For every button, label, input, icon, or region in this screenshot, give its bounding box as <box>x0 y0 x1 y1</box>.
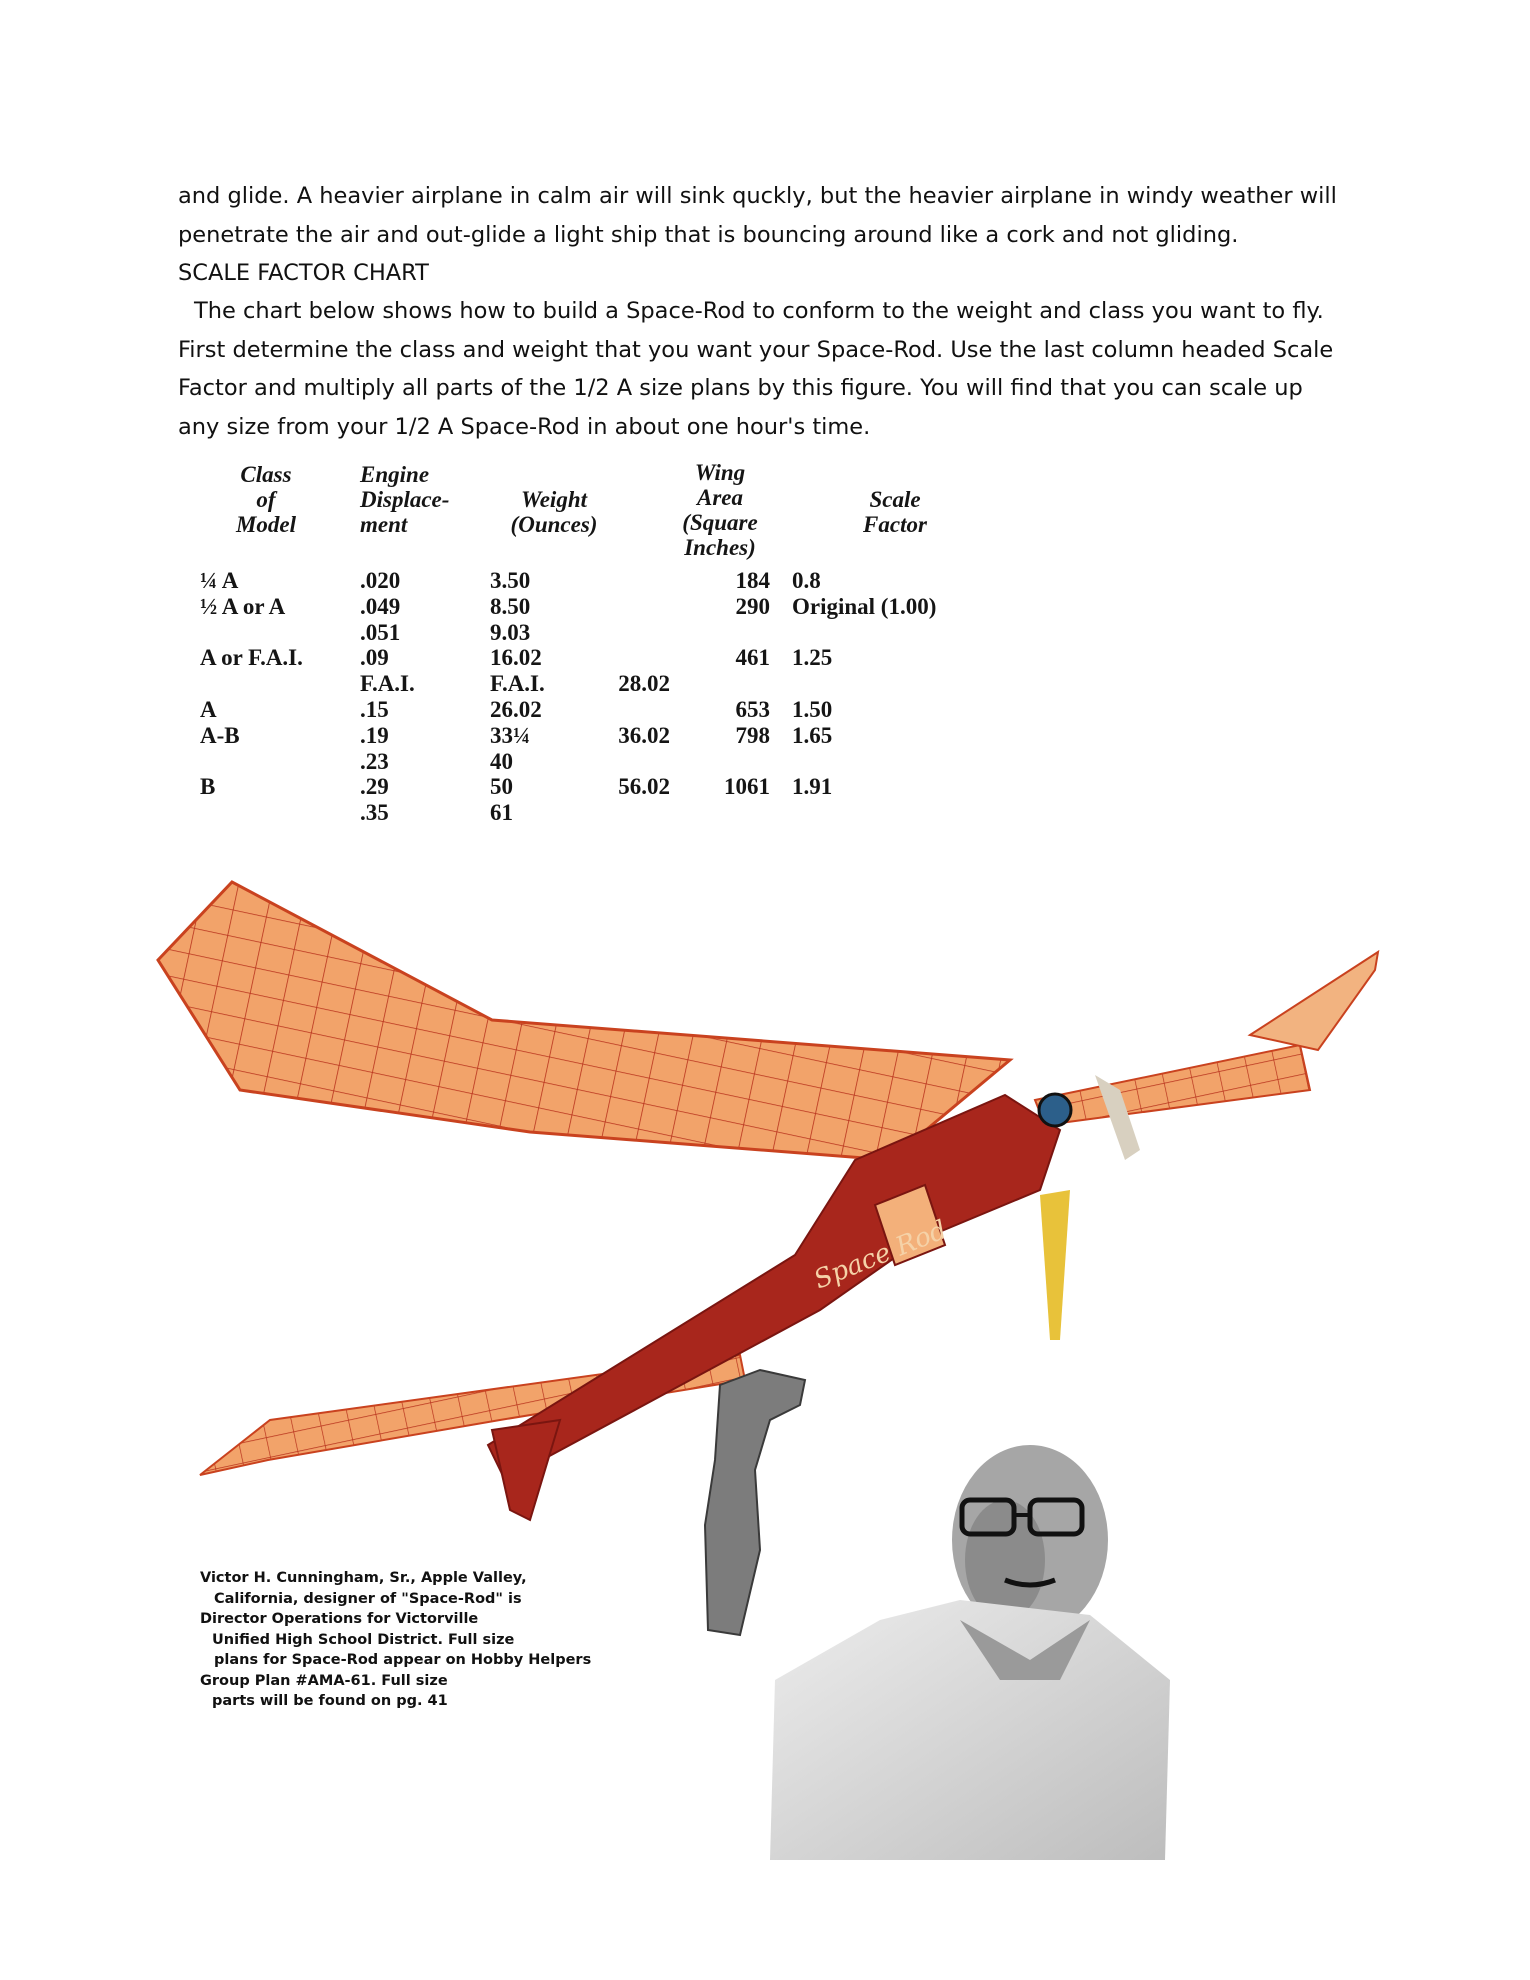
table-cell-wt: 40 <box>490 748 513 774</box>
header-scale-factor: Scale Factor <box>863 487 927 537</box>
table-cell-cls: A-B <box>200 722 240 748</box>
table-cell-area: 1061 <box>724 774 770 800</box>
nose-lettering: Space Rod <box>809 1215 952 1296</box>
table-cell-eng: .051 <box>360 619 401 645</box>
table-cell-eng: .19 <box>360 722 389 748</box>
table-cell-fai: 28.02 <box>618 671 670 697</box>
table-cell-cls: B <box>200 774 216 800</box>
header-weight: Weight (Ounces) <box>510 487 598 537</box>
caption-line: Unified High School District. Full size <box>212 1631 515 1648</box>
table-cell-area: 184 <box>735 568 770 593</box>
tail-fin <box>492 1420 560 1520</box>
arm <box>705 1370 805 1635</box>
table-cell-scale: 1.91 <box>792 774 833 800</box>
table-cell-wt: 9.03 <box>490 619 531 645</box>
table-cell-wt: 16.02 <box>490 645 542 671</box>
section-heading: SCALE FACTOR CHART <box>178 260 429 286</box>
table-cell-wt: 33¼ <box>490 722 531 748</box>
table-cell-cls: ¼ A <box>200 568 239 593</box>
caption-line: plans for Space-Rod appear on Hobby Helpers <box>214 1652 592 1668</box>
caption-line: Group Plan #AMA-61. Full size <box>200 1672 448 1689</box>
scale-factor-table <box>200 462 1020 842</box>
table-cell-scale: Original (1.00) <box>792 593 937 619</box>
caption-line: Victor H. Cunningham, Sr., Apple Valley, <box>200 1570 527 1586</box>
table-cell-area: 461 <box>735 645 770 671</box>
wing-tip <box>1250 952 1378 1050</box>
table-cell-cls: A <box>200 697 217 722</box>
table-cell-wt: 3.50 <box>490 568 531 593</box>
table-cell-eng: F.A.I. <box>360 671 415 697</box>
table-cell-eng: .09 <box>360 645 389 671</box>
shirt <box>770 1600 1170 1860</box>
table-cell-fai: 36.02 <box>618 722 670 748</box>
table-cell-eng: .35 <box>360 800 389 826</box>
table-cell-wt: F.A.I. <box>490 671 545 697</box>
table-cell-area: 290 <box>735 593 770 619</box>
table-cell-scale: 1.65 <box>792 722 833 748</box>
table-cell-eng: .23 <box>360 748 389 774</box>
table-cell-eng: .15 <box>360 697 389 722</box>
right-wing <box>1035 1045 1310 1125</box>
body-paragraph-chart-intro: The chart below shows how to build a Space-Rod to conform to the weight and class you want to fly. First determine the class and weight that you want your Space-Rod. Use the last column headed Scale Factor and multiply all parts of the 1/2 A size plans by this figure. You will find that you can scale up any size from your 1/2 A Space-Rod in about one hour's time. <box>178 298 1334 440</box>
table-cell-wt: 50 <box>490 774 513 800</box>
table-cell-cls: A or F.A.I. <box>200 645 303 671</box>
header-engine: Engine Displace- ment <box>360 462 450 537</box>
table-cell-wt: 8.50 <box>490 593 531 619</box>
caption-line: Director Operations for Victorville <box>200 1611 479 1627</box>
engine <box>1039 1094 1071 1126</box>
header-wing-area: Wing Area (Square Inches) <box>682 460 758 560</box>
table-cell-area: 798 <box>735 722 770 748</box>
pylon <box>1040 1190 1070 1340</box>
main-wing <box>158 882 1010 1160</box>
caption-line: California, designer of "Space-Rod" is <box>214 1590 522 1607</box>
table-cell-area: 653 <box>735 697 770 722</box>
fuselage <box>488 1095 1060 1480</box>
body-paragraph-glide: and glide. A heavier airplane in calm air will sink quckly, but the heavier airplane in windy weather will penetrate the air and out-glide a light ship that is bouncing around like a cork and not gliding. <box>178 183 1337 248</box>
header-class: Class of Model <box>235 462 297 537</box>
caption-line: parts will be found on pg. 41 <box>212 1693 448 1709</box>
table-cell-cls: ½ A or A <box>200 593 286 619</box>
table-cell-fai: 56.02 <box>618 774 670 800</box>
table-cell-scale: 1.25 <box>792 645 833 671</box>
table-cell-eng: .049 <box>360 593 401 619</box>
table-cell-eng: .29 <box>360 774 389 800</box>
table-cell-wt: 61 <box>490 800 513 826</box>
table-cell-scale: 1.50 <box>792 697 833 722</box>
table-cell-scale: 0.8 <box>792 568 821 593</box>
table-cell-eng: .020 <box>360 568 401 593</box>
photo-caption <box>200 1568 650 1712</box>
table-cell-wt: 26.02 <box>490 697 542 722</box>
